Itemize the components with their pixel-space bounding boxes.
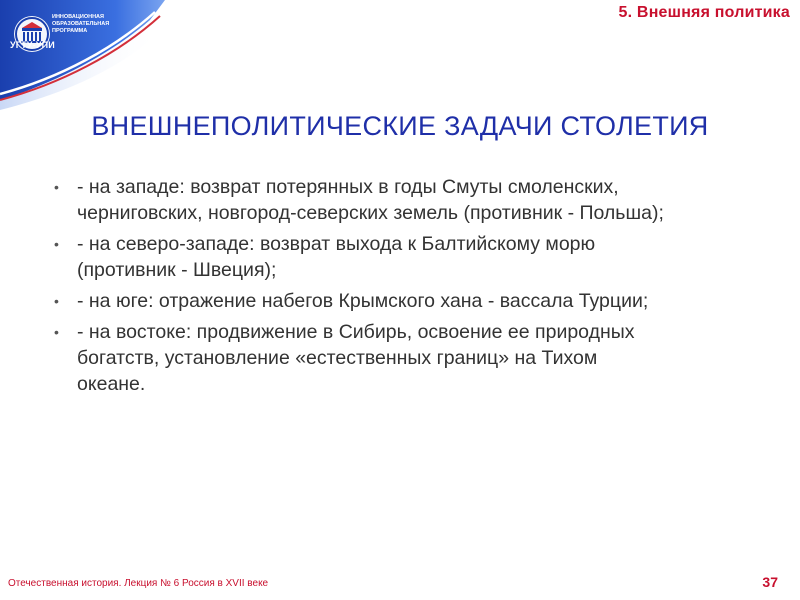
footer-course-text: Отечественная история. Лекция № 6 Россия в XVII веке <box>8 578 269 589</box>
slide-title: ВНЕШНЕПОЛИТИЧЕСКИЕ ЗАДАЧИ СТОЛЕТИЯ <box>91 111 709 141</box>
section-title: 5. Внешняя политика <box>618 4 790 21</box>
bullet-item <box>44 174 744 226</box>
logo-program-line: ИННОВАЦИОННАЯ <box>52 14 104 20</box>
bullet-dot-icon: • <box>54 293 59 309</box>
logo-program-text <box>52 14 109 35</box>
bullet-item <box>44 288 744 314</box>
bullet-line: - на западе: возврат потерянных в годы Смуты смоленских, <box>77 176 619 198</box>
logo-abbreviation: УГТУ-УПИ <box>10 40 55 50</box>
bullet-list <box>44 174 744 402</box>
logo-program-line: ОБРАЗОВАТЕЛЬНАЯ <box>52 21 110 27</box>
bullet-line: - на юге: отражение набегов Крымского хана - вассала Турции; <box>77 290 649 312</box>
bullet-item <box>44 319 744 397</box>
bullet-line: - на востоке: продвижение в Сибирь, освоение ее природных <box>77 321 635 343</box>
bullet-dot-icon: • <box>54 179 59 195</box>
logo-program-line: ПРОГРАММА <box>52 28 88 34</box>
bullet-line: (противник - Швеция); <box>77 259 277 281</box>
bullet-dot-icon: • <box>54 236 59 252</box>
bullet-dot-icon: • <box>54 324 59 340</box>
bullet-line: богатств, установление «естественных границ» на Тихом <box>77 347 598 369</box>
bullet-line: черниговских, новгород-северских земель (противник - Польша); <box>77 202 664 224</box>
bullet-line: океане. <box>77 373 146 395</box>
page-number: 37 <box>762 574 778 590</box>
bullet-item <box>44 231 744 283</box>
bullet-line: - на северо-западе: возврат выхода к Балтийскому морю <box>77 233 596 255</box>
